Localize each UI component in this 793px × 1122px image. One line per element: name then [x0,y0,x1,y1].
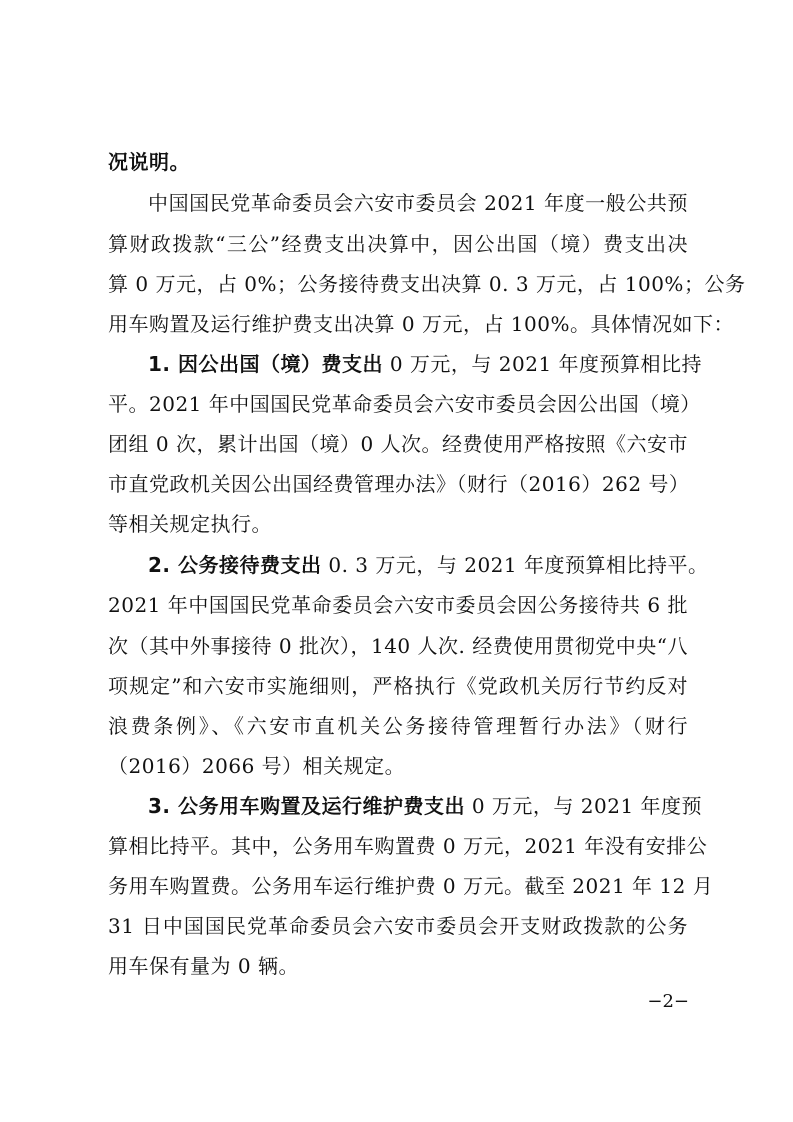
heading-tail: 况说明。 [108,150,190,174]
intro-line-4: 用车购置及运行维护费支出决算 0 万元，占 100%。具体情况如下： [108,312,734,336]
item2-line-3: 次（其中外事接待 0 批次），140 人次. 经费使用贯彻党中央“八 [108,634,688,658]
item1-line-4: 市直党政机关因公出国经费管理办法》（财行（2016）262 号） [108,472,690,496]
item1-line-3: 团组 0 次，累计出国（境）0 人次。经费使用严格按照《六安市 [108,432,689,456]
item3-first-line [148,792,703,820]
page-number: −2− [647,991,689,1012]
item2-line-2: 2021 年中国国民党革命委员会六安市委员会因公务接待共 6 批 [108,593,688,617]
item2-title: 2. 公务接待费支出 [148,553,322,577]
item3-line-2: 算相比持平。其中，公务用车购置费 0 万元，2021 年没有安排公 [108,834,708,858]
item3-line-5: 用车保有量为 0 辆。 [108,954,299,978]
item1-line-5: 等相关规定执行。 [108,512,272,536]
item3-title: 3. 公务用车购置及运行维护费支出 [148,794,465,818]
item2-first-line [148,551,709,579]
item1-first-line [148,350,703,378]
item1-first-line-rest: 0 万元，与 2021 年度预算相比持 [382,352,703,376]
item3-first-line-rest: 0 万元，与 2021 年度预 [464,794,703,818]
intro-line-1: 中国国民党革命委员会六安市委员会 2021 年度一般公共预 [148,191,688,215]
item2-line-4: 项规定”和六安市实施细则，严格执行《党政机关厉行节约反对 [108,674,688,698]
item1-title: 1. 因公出国（境）费支出 [148,352,383,376]
item2-line-6: （2016）2066 号）相关规定。 [108,754,406,778]
item2-line-5: 浪费条例》、《六安市直机关公务接待管理暂行办法》（财行 [108,714,688,738]
intro-line-2: 算财政拨款“三公”经费支出决算中，因公出国（境）费支出决 [108,232,688,256]
item3-line-4: 31 日中国国民党革命委员会六安市委员会开支财政拨款的公务 [108,914,688,938]
item1-line-2: 平。2021 年中国国民党革命委员会六安市委员会因公出国（境） [108,392,701,416]
intro-line-3: 算 0 万元，占 0%；公务接待费支出决算 0. 3 万元，占 100%；公务 [108,272,746,296]
item2-first-line-rest: 0. 3 万元，与 2021 年度预算相比持平。 [321,553,709,577]
item3-line-3: 务用车购置费。公务用车运行维护费 0 万元。截至 2021 年 12 月 [108,874,714,898]
